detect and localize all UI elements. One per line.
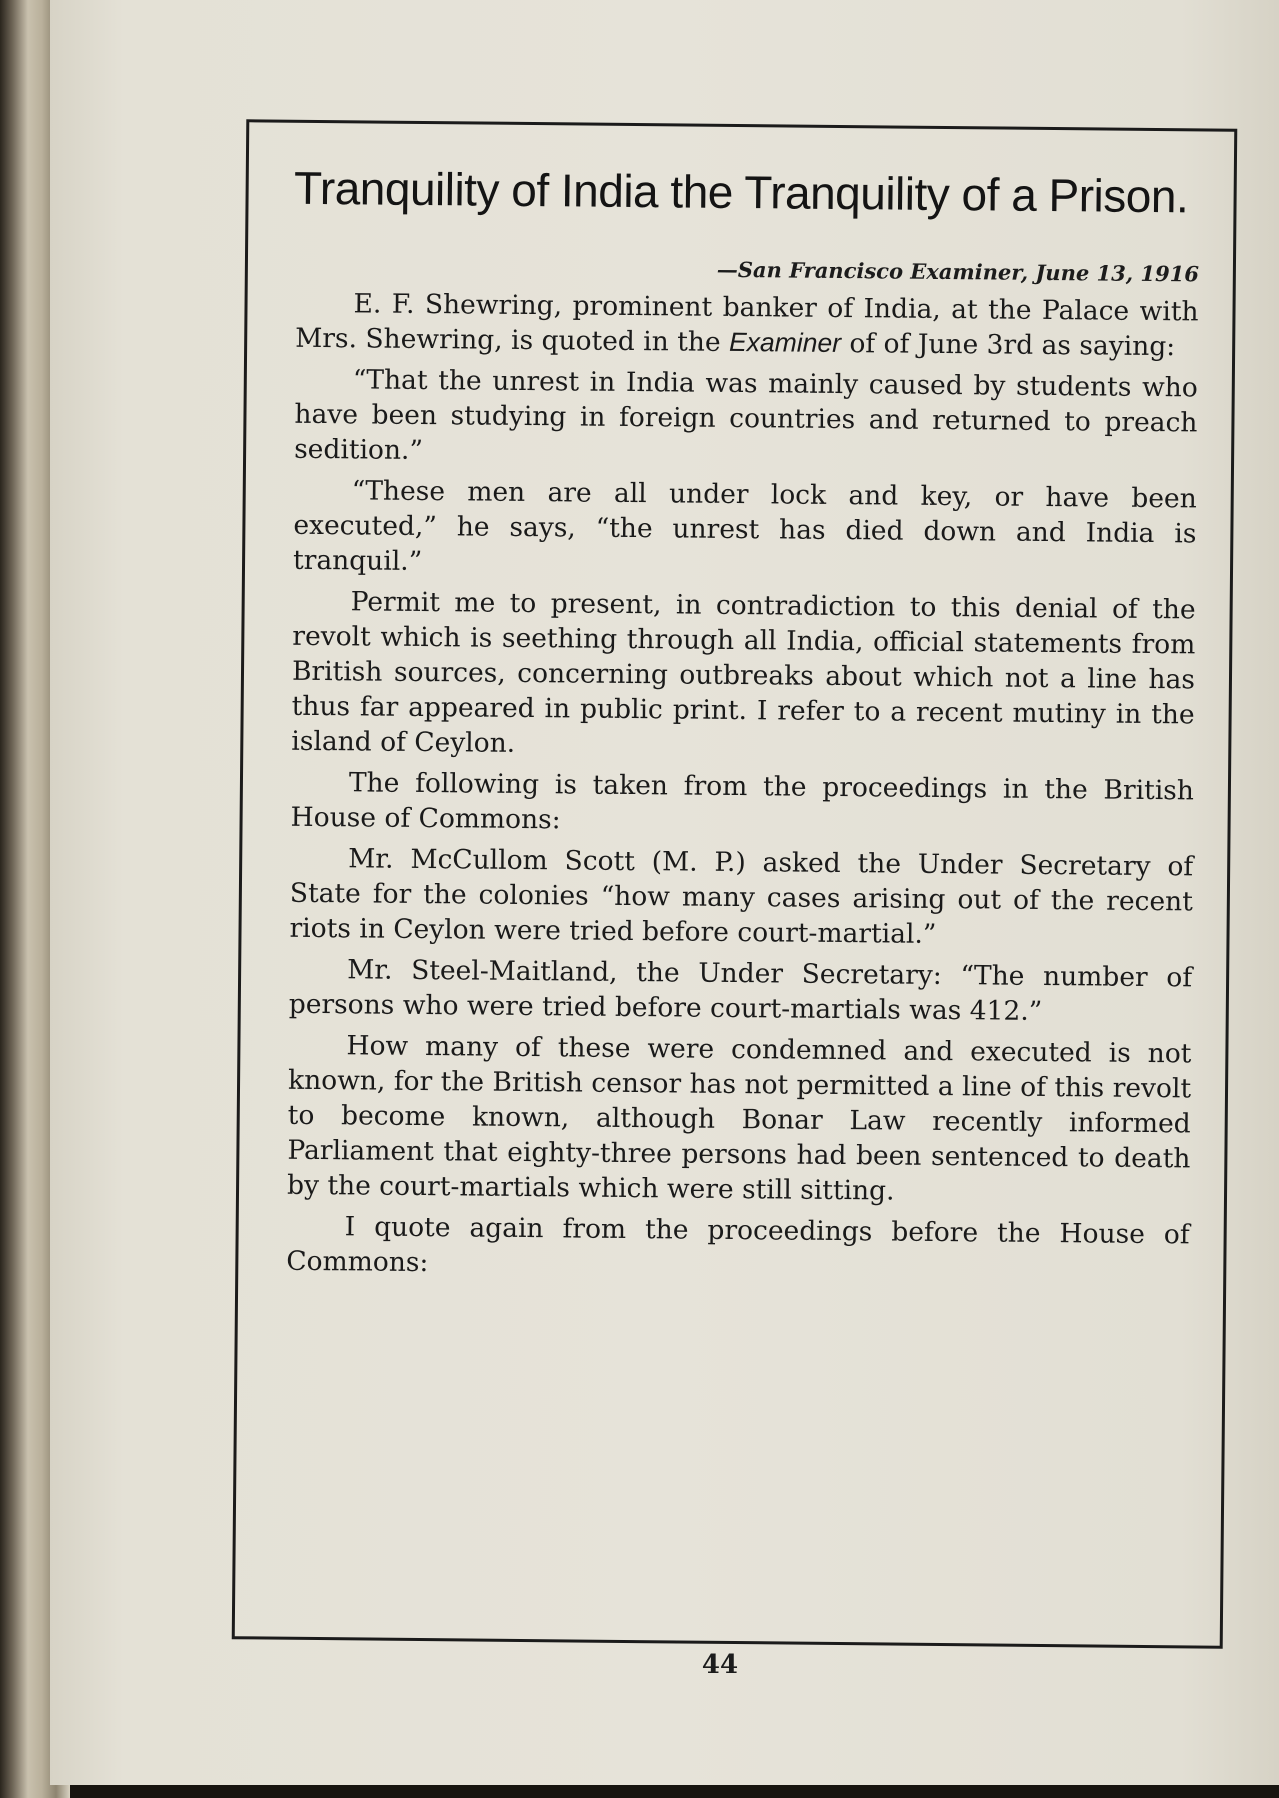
paragraph: The following is taken from the proceedings in the British House of Commons: (290, 767, 1195, 836)
article-frame (232, 119, 1238, 1648)
paragraph: “That the unrest in India was mainly caused by students who have been studying in foreign countries and returned to preach sedition.” (294, 364, 1198, 466)
source-citation: —San Francisco Examiner, June 13, 1916 (716, 256, 1199, 287)
paragraph: “These men are all under lock and key, or have been executed,” he says, “the unrest has died down and India is tranquil.” (292, 475, 1197, 577)
page-number: 44 (701, 1650, 739, 1680)
article-title: Tranquility of India the Tranquility of a Prison. (293, 161, 1189, 223)
publication-name: Examiner (728, 326, 842, 358)
paragraph: I quote again from the proceedings before the House of Commons: (286, 1211, 1190, 1278)
paragraph: Mr. Steel-Maitland, the Under Secretary: “The number of persons who were tried before court-martials was 412.” (288, 954, 1193, 1027)
paragraph (295, 286, 1199, 365)
article-body (286, 286, 1198, 1288)
paragraph-text: of of June 3rd as saying: (840, 327, 1176, 363)
paragraph: Permit me to present, in contradiction to this denial of the revolt which is seething through all India, official statements from British sources, concerning outbreaks about which not a line has thus far appeared in public print. I refer to a recent mutiny in the island of Ceylon. (291, 586, 1196, 759)
paragraph: Mr. McCullom Scott (M. P.) asked the Under Secretary of State for the colonies “how many cases arising out of the recent riots in Ceylon were tried before court-martial.” (289, 843, 1194, 950)
paragraph: How many of these were condemned and executed is not known, for the British censor has not permitted a line of this revolt to become known, although Bonar Law recently informed Parliament that eighty-three persons had been sentenced to death by the court-martials which were still sitting. (286, 1030, 1192, 1207)
paragraph-text: E. F. Shewring, prominent banker of India, at the Palace with Mrs. Shewring, is quoted in the (295, 288, 1199, 358)
